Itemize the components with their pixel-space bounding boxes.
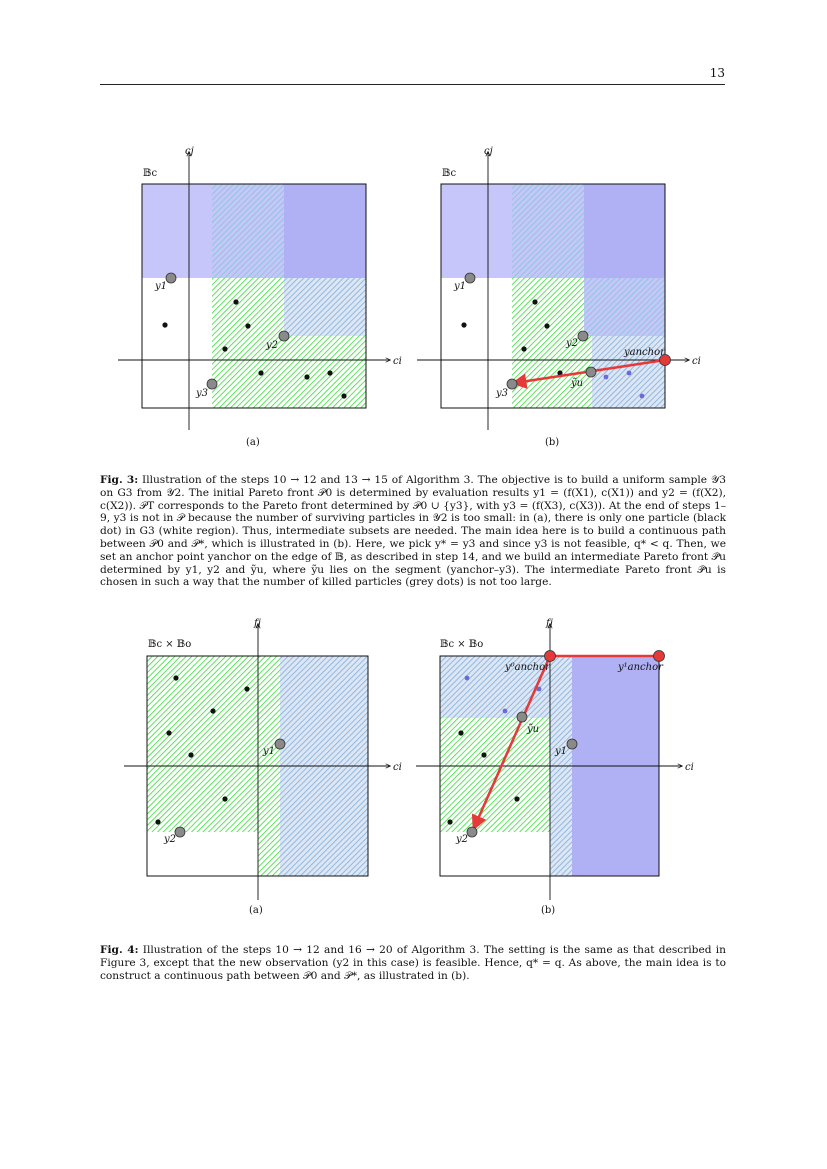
fig3-panel-b bbox=[417, 146, 701, 448]
box-label: 𝔹c × 𝔹o bbox=[148, 639, 192, 650]
label-y1: y1 bbox=[454, 281, 467, 292]
axis-x-label: ci bbox=[393, 356, 402, 367]
point-anchor-1 bbox=[654, 651, 665, 662]
region-blue-dark bbox=[284, 184, 366, 278]
region-hatched-blue bbox=[212, 184, 284, 278]
axis-y-label: fj bbox=[254, 618, 261, 629]
region-hatched-green-2 bbox=[284, 336, 366, 408]
label-y1: y1 bbox=[155, 281, 168, 292]
label-y2: y2 bbox=[566, 338, 579, 349]
label-yu: ỹu bbox=[571, 378, 584, 389]
figure-4-caption bbox=[100, 944, 726, 982]
label-anchor: yanchor bbox=[624, 347, 665, 358]
axis-y-label: cj bbox=[185, 146, 194, 157]
panel-label: (b) bbox=[545, 437, 560, 448]
axis-x-label: ci bbox=[685, 762, 694, 773]
region-hatched-green bbox=[147, 656, 258, 832]
region-hatched-green bbox=[440, 718, 550, 832]
caption-label: Fig. 3: bbox=[100, 474, 139, 486]
point-y2 bbox=[467, 827, 477, 837]
point-y3 bbox=[207, 379, 217, 389]
figure-3-caption bbox=[100, 474, 726, 589]
figure-4 bbox=[0, 610, 827, 920]
region-blue-dark bbox=[584, 184, 665, 278]
box-label: 𝔹c bbox=[442, 168, 457, 179]
label-anchor-1: y¹anchor bbox=[618, 662, 663, 673]
label-y3: y3 bbox=[496, 388, 509, 399]
caption-text: Illustration of the steps 10 → 12 and 16 → 20 of Algorithm 3. The setting is the same as that described in Figure 3, except that the new observation (y2 in this case) is feasible. Hence, q* = q. As above, the main idea is to construct a continuous path between 𝒫0 and 𝒫*, as illustrated in (b). bbox=[100, 944, 726, 982]
panel-label: (b) bbox=[541, 905, 556, 916]
label-y2: y2 bbox=[456, 834, 469, 845]
point-y3 bbox=[507, 379, 517, 389]
point-yu bbox=[586, 367, 596, 377]
fig3-panel-a bbox=[118, 146, 402, 448]
fig4-panel-a bbox=[124, 618, 402, 916]
point-y1 bbox=[275, 739, 285, 749]
label-y1: y1 bbox=[555, 746, 568, 757]
caption-text: Illustration of the steps 10 → 12 and 13 → 15 of Algorithm 3. The objective is to build a uniform sample 𝒴3 on G3 from 𝒴2. The initial Pareto front 𝒫0 is determined by evaluation results y1 = (f(X1), c(X1)) and y2 = (f(X2), c(X2)). 𝒫T corresponds to the Pareto front determined by 𝒫0 ∪ {y3}, with y3 = (f(X3), c(X3)). At the end of steps 1–9, y3 is not in 𝒫 because the number of surviving particles in 𝒴2 is too small: in (a), there is only one particle (black dot) in G3 (white region). Thus, intermediate subsets are needed. The main idea here is to build a continuous path between 𝒫0 and 𝒫*, which is illustrated in (b). Here, we pick y* = y3 and since y3 is not feasible, q* < q. Then, we set an anchor point yanchor on the edge of 𝔹, as described in step 14, and we build an intermediate Pareto front 𝒫̃u determined by y1, y2 and ỹu, where ỹu lies on the segment (yanchor–y3). The intermediate Pareto front 𝒫̃u is chosen in such a way that the number of killed particles (grey dots) is not too large. bbox=[100, 474, 726, 589]
caption-label: Fig. 4: bbox=[100, 944, 139, 956]
point-y1 bbox=[166, 273, 176, 283]
point-y2 bbox=[175, 827, 185, 837]
region-hatched-blue-2 bbox=[584, 278, 665, 336]
point-y2 bbox=[279, 331, 289, 341]
fig4-panel-b bbox=[416, 618, 694, 916]
label-y2: y2 bbox=[164, 834, 177, 845]
region-hatched-blue bbox=[512, 184, 584, 278]
axis-y-label: cj bbox=[484, 146, 493, 157]
region-blue bbox=[142, 184, 212, 278]
axis-x-label: ci bbox=[393, 762, 402, 773]
panel-label: (a) bbox=[246, 437, 260, 448]
point-y1 bbox=[567, 739, 577, 749]
label-anchor-0: y⁰anchor bbox=[505, 662, 550, 673]
page-number: 13 bbox=[709, 66, 725, 80]
axis-x-label: ci bbox=[692, 356, 701, 367]
label-y1: y1 bbox=[263, 746, 276, 757]
box-label: 𝔹c × 𝔹o bbox=[440, 639, 484, 650]
region-blue bbox=[441, 184, 512, 278]
label-y2: y2 bbox=[266, 340, 279, 351]
region-hatched-lightblue bbox=[284, 278, 366, 336]
point-y1 bbox=[465, 273, 475, 283]
label-yu: ỹu bbox=[527, 724, 540, 735]
panel-label: (a) bbox=[249, 905, 263, 916]
box-label: 𝔹c bbox=[143, 168, 158, 179]
point-anchor-0 bbox=[545, 651, 556, 662]
point-yu bbox=[517, 712, 527, 722]
header-rule bbox=[100, 84, 725, 85]
label-y3: y3 bbox=[196, 388, 209, 399]
point-y2 bbox=[578, 331, 588, 341]
axis-y-label: fj bbox=[546, 618, 553, 629]
